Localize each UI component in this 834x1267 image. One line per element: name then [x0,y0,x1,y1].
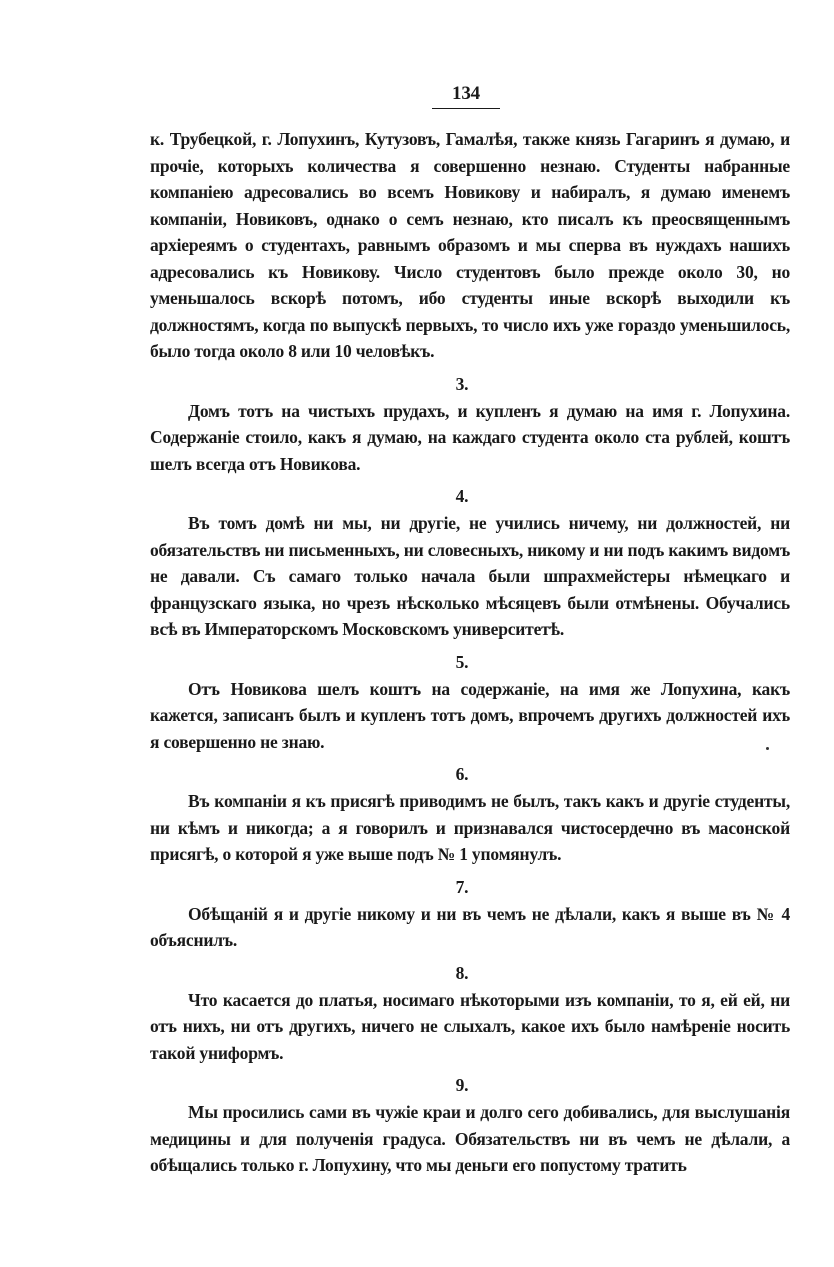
section-number-9: 9. [455,1075,469,1095]
page-number: 134 [432,82,500,109]
section-text-5: Отъ Новикова шелъ коштъ на содержаніе, на имя же Лопухина, какъ кажется, записанъ былъ и купленъ тотъ домъ, впрочемъ другихъ должностей ихъ я совершенно не знаю. [150,678,790,752]
section-text-9: Мы просились сами въ чужіе краи и долго сего добивались, для выслушанія медицины и для полученія градуса. Обязательствъ ни въ чемъ не дѣлали, а обѣщались только г. Лопухину, что мы деньги его попустому тратить [150,1102,790,1175]
section-text-6: Въ компаніи я къ присягѣ приводимъ не былъ, такъ какъ и другіе студенты, ни кѣмъ и никогда; а я говорилъ и признавался чистосердечно въ масонской присягѣ, о которой я уже выше подъ № 1 упомянулъ. [150,791,790,864]
section-text-7: Обѣщаній я и другіе никому и ни въ чемъ не дѣлали, какъ я выше въ № 4 объяснилъ. [150,903,790,950]
section-number-5: 5. [455,651,469,672]
section-number-3: 3. [455,373,469,394]
section-text-4: Въ томъ домѣ ни мы, ни другіе, не учились ничему, ни должностей, ни обязательствъ ни письменныхъ, ни словесныхъ, никому и ни подъ какимъ видомъ не давали. Съ самаго только начала были шпрахмейстеры нѣмецкаго и французскаго языка, но чрезъ нѣсколько мѣсяцевъ были отмѣнены. Обучались всѣ въ Императорскомъ Московскомъ университетѣ. [150,513,790,639]
page-header [150,80,790,126]
section-number-8: 8. [455,962,469,983]
section-number-4: 4. [455,486,469,506]
section-text-8: Что касается до платья, носимаго нѣкоторыми изъ компаніи, то я, ей ей, ни отъ нихъ, ни отъ другихъ, ничего не слыхалъ, какое ихъ было намѣреніе носить такой униформъ. [150,989,790,1063]
print-speck [766,747,769,750]
section-text-3: Домъ тотъ на чистыхъ прудахъ, и купленъ я думаю на имя г. Лопухина. Содержаніе стоило, какъ я думаю, на каждаго студента около ста рублей, коштъ шелъ всегда отъ Новикова. [150,400,790,474]
section-number-7: 7. [455,876,469,897]
section-number-6: 6. [455,764,469,784]
document-page [150,80,790,1180]
intro-paragraph: к. Трубецкой, г. Лопухинъ, Кутузовъ, Гамалѣя, также князь Гагаринъ я думаю, и прочіе, которыхъ количества я совершенно незнаю. Студенты набранные компаніею адресовались во всемъ Новикову и набиралъ, я думаю именемъ компаніи, Новиковъ, однако о семъ незнаю, кто писалъ къ преосвященнымъ архіереямъ о студентахъ, равнымъ образомъ и мы сперва въ нуждахъ нашихъ адресовались къ Новикову. Число студентовъ было прежде около 30, но уменьшалось вскорѣ потомъ, ибо студенты иные вскорѣ выходили къ должностямъ, когда по выпускѣ первыхъ, то число ихъ уже гораздо уменьшилось, было тогда около 8 или 10 человѣкъ. [150,129,790,361]
